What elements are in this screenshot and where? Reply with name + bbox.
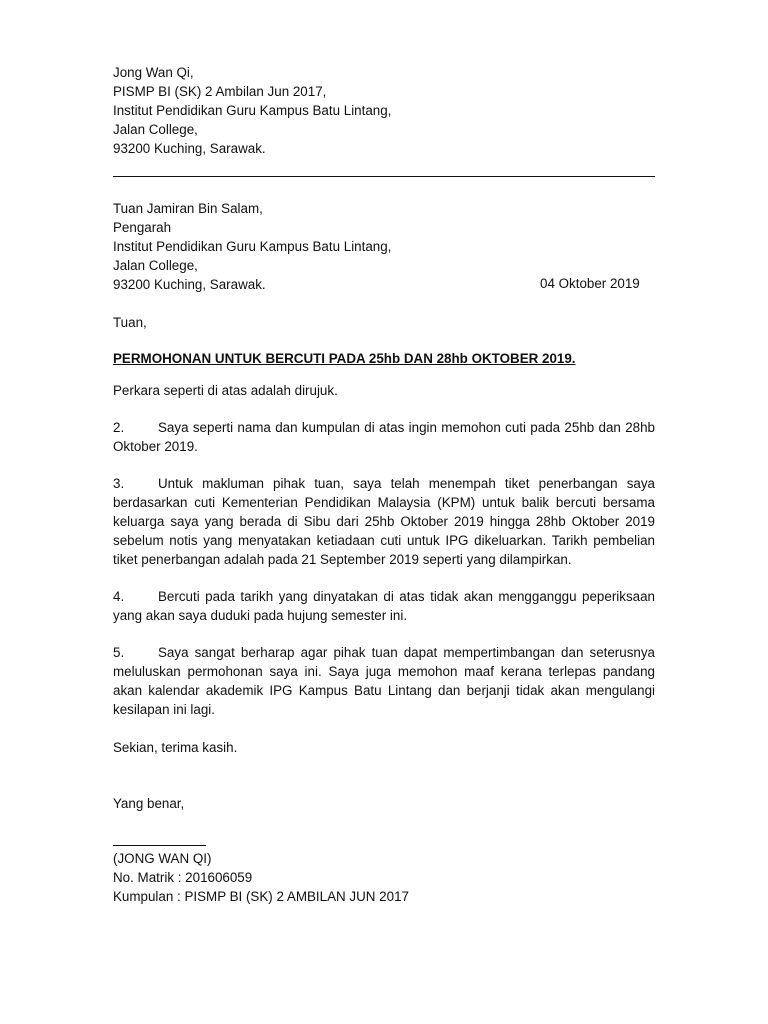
sender-line: Jalan College, — [113, 122, 198, 137]
sender-line: Jong Wan Qi, — [113, 65, 194, 80]
recipient-line: Jalan College, — [113, 258, 198, 273]
paragraph-2 — [113, 418, 655, 456]
sender-address — [113, 63, 655, 158]
closing-line: Yang benar, — [113, 796, 185, 811]
reference-line: Perkara seperti di atas adalah dirujuk. — [113, 383, 338, 398]
letter-subject: PERMOHONAN UNTUK BERCUTI PADA 25hb DAN 28hb OKTOBER 2019. — [113, 351, 576, 366]
matric-number: No. Matrik : 201606059 — [113, 870, 253, 885]
sender-line: PISMP BI (SK) 2 Ambilan Jun 2017, — [113, 84, 327, 99]
paragraph-number: 2. — [113, 420, 125, 435]
paragraph-text: Saya sangat berharap agar pihak tuan dapat mempertimbangan dan seterusnya meluluskan permohonan saya ini. Saya juga memohon maaf kerana terlepas pandang akan kalendar akademik IPG Kampus Batu Lintang dan berjanji tidak akan mengulangi kesilapan ini lagi. — [113, 645, 655, 717]
paragraph-number: 4. — [113, 589, 125, 604]
salutation: Tuan, — [113, 315, 147, 330]
recipient-line: Tuan Jamiran Bin Salam, — [113, 201, 263, 216]
paragraph-text: Saya seperti nama dan kumpulan di atas ingin memohon cuti pada 25hb dan 28hb Oktober 2019. — [113, 420, 655, 454]
paragraph-4 — [113, 587, 655, 625]
signature-line — [113, 845, 206, 846]
sender-line: Institut Pendidikan Guru Kampus Batu Lintang, — [113, 103, 392, 118]
recipient-line: Institut Pendidikan Guru Kampus Batu Lintang, — [113, 239, 392, 254]
signatory-name: (JONG WAN QI) — [113, 851, 212, 866]
thanks-line: Sekian, terima kasih. — [113, 740, 238, 755]
paragraph-3 — [113, 474, 655, 569]
paragraph-text: Bercuti pada tarikh yang dinyatakan di atas tidak akan mengganggu peperiksaan yang akan saya duduki pada hujung semester ini. — [113, 589, 655, 623]
paragraph-number: 3. — [113, 476, 125, 491]
student-group: Kumpulan : PISMP BI (SK) 2 AMBILAN JUN 2017 — [113, 889, 409, 904]
sender-line: 93200 Kuching, Sarawak. — [113, 141, 266, 156]
signature-block — [113, 849, 655, 906]
letter-date: 04 Oktober 2019 — [540, 276, 640, 291]
recipient-line: 93200 Kuching, Sarawak. — [113, 277, 266, 292]
paragraph-text: Untuk makluman pihak tuan, saya telah menempah tiket penerbangan saya berdasarkan cuti Kementerian Pendidikan Malaysia (KPM) untuk balik bercuti bersama keluarga saya yang berada di Sibu dari 25hb Oktober 2019 hingga 28hb Oktober 2019 sebelum notis yang menyatakan ketiadaan cuti untuk IPG dikeluarkan. Tarikh pembelian tiket penerbangan adalah pada 21 September 2019 seperti yang dilampirkan. — [113, 476, 655, 567]
paragraph-number: 5. — [113, 645, 125, 660]
recipient-line: Pengarah — [113, 220, 172, 235]
paragraph-5 — [113, 643, 655, 719]
header-divider — [113, 176, 655, 177]
